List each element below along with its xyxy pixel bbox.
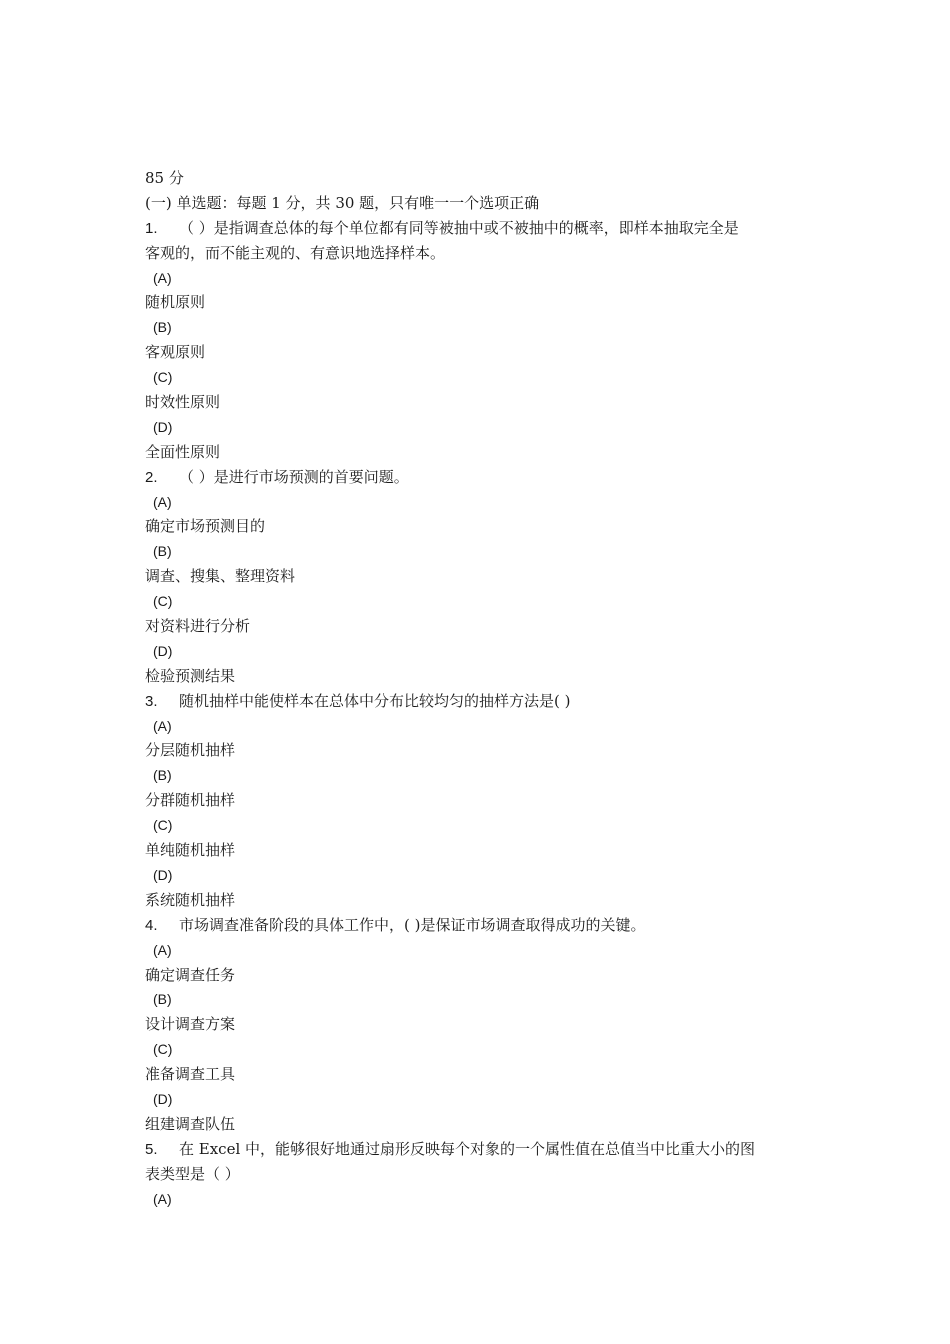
question-text-line xyxy=(145,1137,825,1162)
question-text: 表类型是（ ） xyxy=(145,1164,240,1183)
option-letter: (A) xyxy=(153,941,172,958)
option-letter: (D) xyxy=(153,1090,173,1107)
question-text: 市场调查准备阶段的具体工作中，( )是保证市场调查取得成功的关键。 xyxy=(179,915,646,934)
question-block xyxy=(145,465,825,689)
question-text-line xyxy=(145,465,825,490)
option-letter: (B) xyxy=(153,319,172,336)
option-text: 组建调查队伍 xyxy=(145,1114,236,1133)
question-text-line xyxy=(145,1162,825,1187)
option-letter: (A) xyxy=(153,1190,172,1207)
question-text-line xyxy=(145,241,825,266)
question-text-line xyxy=(145,913,825,938)
option-letter: (D) xyxy=(153,642,173,659)
option-text: 单纯随机抽样 xyxy=(145,841,236,860)
option-text: 分群随机抽样 xyxy=(145,791,236,810)
option-text: 检验预测结果 xyxy=(145,666,236,685)
option-letter: (C) xyxy=(153,369,173,386)
question-text: （ ）是进行市场预测的首要问题。 xyxy=(179,467,409,486)
question-block xyxy=(145,216,825,465)
question-block xyxy=(145,689,825,913)
option-letter: (C) xyxy=(153,817,173,834)
question-number: 4. xyxy=(145,916,158,934)
score-text: 85 分 xyxy=(145,169,184,187)
question-text: 在 Excel 中，能够很好地通过扇形反映每个对象的一个属性值在总值当中比重大小的图 xyxy=(179,1139,756,1158)
option-letter: (C) xyxy=(153,593,173,610)
option-text: 分层随机抽样 xyxy=(145,741,236,760)
option-letter: (B) xyxy=(153,767,172,784)
option-text: 对资料进行分析 xyxy=(145,617,251,636)
option-text: 确定调查任务 xyxy=(145,965,236,984)
option-text: 全面性原则 xyxy=(145,442,221,461)
option-letter: (A) xyxy=(153,717,172,734)
option-letter: (D) xyxy=(153,418,173,435)
question-number: 1. xyxy=(145,219,158,237)
option-text: 设计调查方案 xyxy=(145,1015,236,1034)
question-text-line xyxy=(145,689,825,714)
question-number: 5. xyxy=(145,1140,158,1158)
question-text: 客观的，而不能主观的、有意识地选择样本。 xyxy=(145,243,446,262)
option-letter: (B) xyxy=(153,991,172,1008)
option-letter: (B) xyxy=(153,543,172,560)
question-block xyxy=(145,913,825,1137)
question-text: 随机抽样中能使样本在总体中分布比较均匀的抽样方法是( ) xyxy=(179,691,571,710)
section-heading: (一) 单选题：每题 1 分，共 30 题，只有唯一一个选项正确 xyxy=(145,193,540,212)
question-list xyxy=(145,216,825,1212)
option-letter: (D) xyxy=(153,866,173,883)
option-text: 确定市场预测目的 xyxy=(145,517,266,536)
option-text: 准备调查工具 xyxy=(145,1065,236,1084)
option-letter: (C) xyxy=(153,1041,173,1058)
question-text-line xyxy=(145,216,825,241)
question-number: 3. xyxy=(145,692,158,710)
option-text: 时效性原则 xyxy=(145,393,221,412)
question-text: （ ）是指调查总体的每个单位都有同等被抽中或不被抽中的概率，即样本抽取完全是 xyxy=(179,218,739,237)
question-number: 2. xyxy=(145,468,158,486)
option-letter: (A) xyxy=(153,493,172,510)
option-text: 系统随机抽样 xyxy=(145,890,236,909)
option-text: 随机原则 xyxy=(145,293,206,312)
document-page xyxy=(145,166,825,1211)
question-block xyxy=(145,1137,825,1212)
option-letter: (A) xyxy=(153,269,172,286)
option-text: 客观原则 xyxy=(145,343,206,362)
option-text: 调查、搜集、整理资料 xyxy=(145,567,296,586)
